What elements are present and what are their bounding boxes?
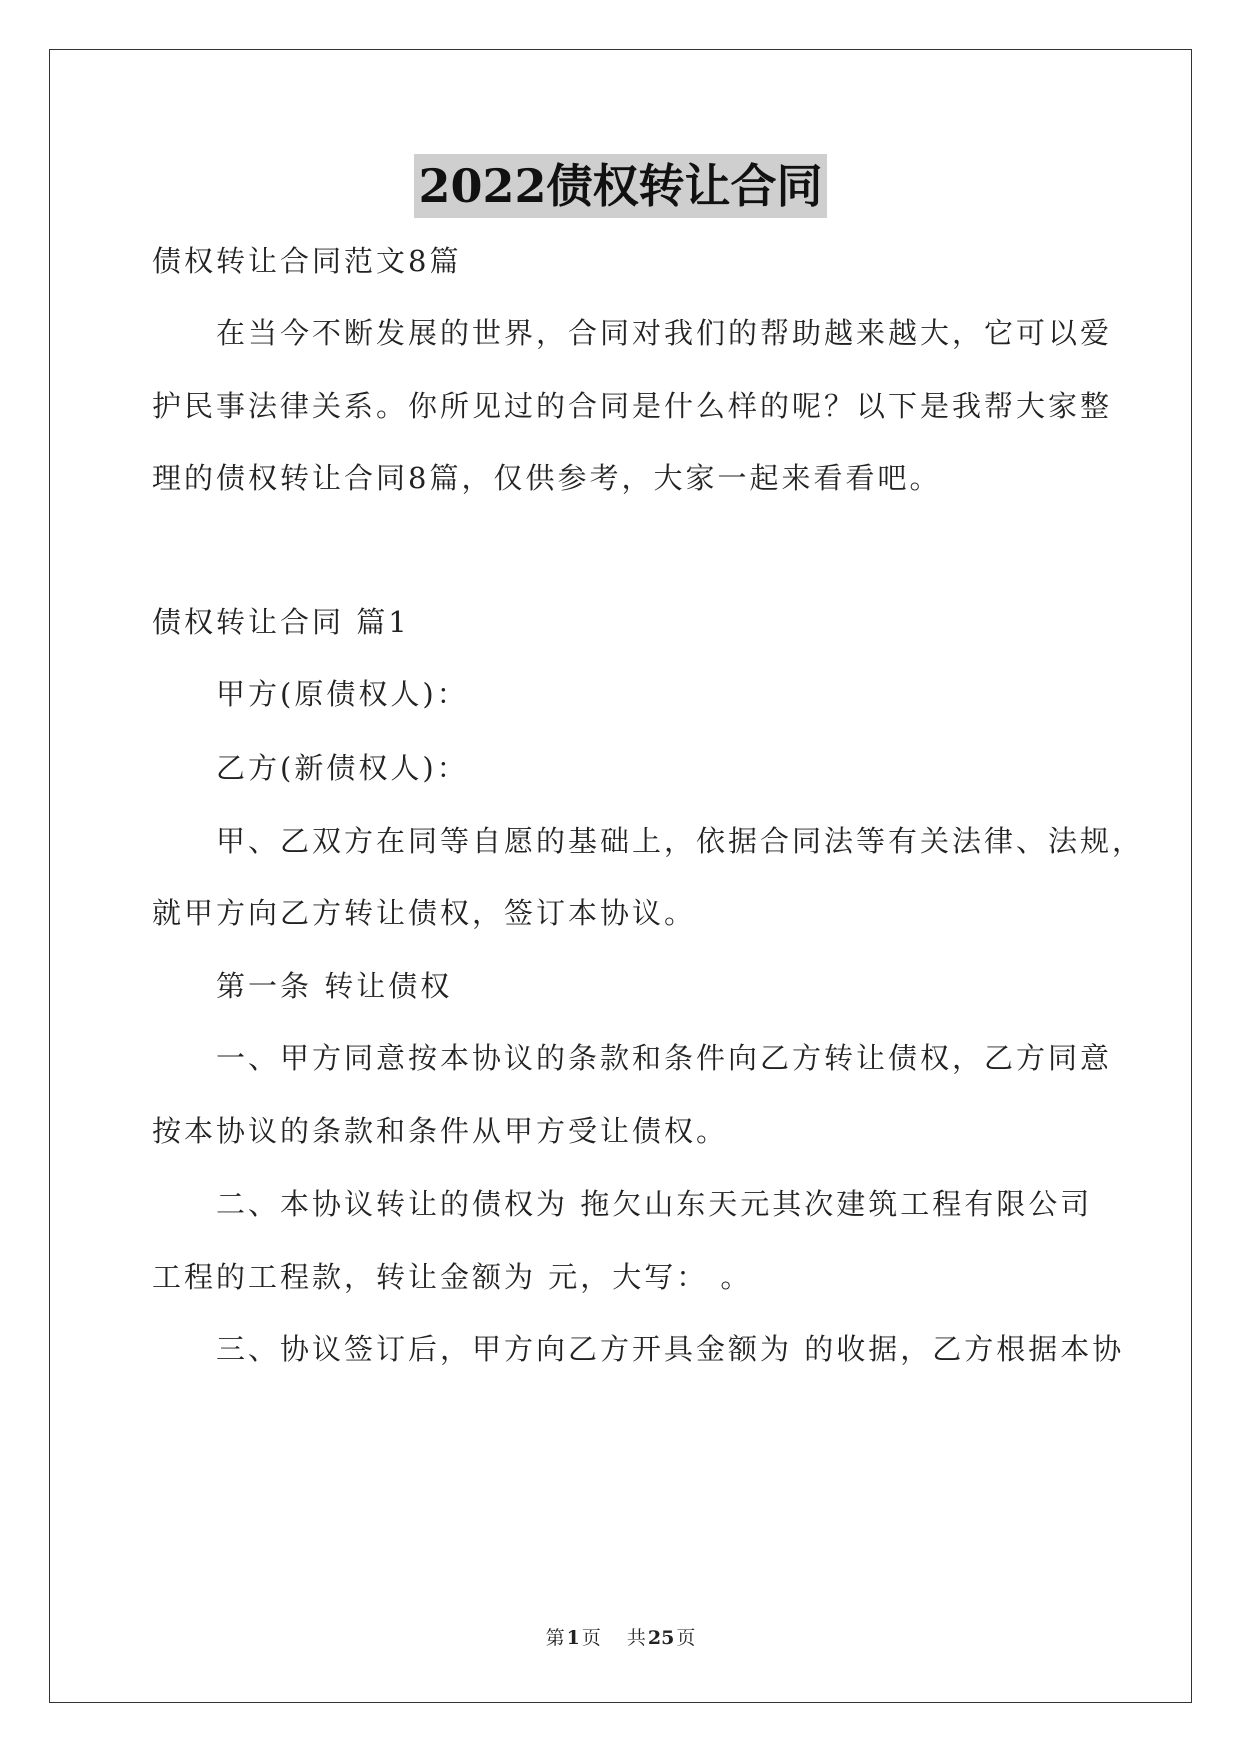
clause-line: 工程的工程款，转让金额为 元，大写： 。 xyxy=(152,1260,753,1294)
page-border xyxy=(49,49,1192,1703)
body-paragraph-line: 就甲方向乙方转让债权，签订本协议。 xyxy=(152,896,697,930)
page-label-suffix: 页 xyxy=(581,1627,601,1649)
page-number: 1 xyxy=(566,1627,580,1649)
intro-paragraph-line: 护民事法律关系。你所见过的合同是什么样的呢？以下是我帮大家整 xyxy=(152,389,1113,423)
page-footer xyxy=(0,1623,1241,1650)
total-label-prefix: 共 xyxy=(626,1627,646,1649)
party-a-line: 甲方(原债权人)： xyxy=(216,677,469,711)
article-heading: 第一条 转让债权 xyxy=(216,969,453,1003)
document-title-text: 2022债权转让合同 xyxy=(414,154,826,218)
total-label-suffix: 页 xyxy=(676,1627,696,1649)
total-pages: 25 xyxy=(647,1627,675,1649)
body-paragraph-line: 甲、乙双方在同等自愿的基础上，依据合同法等有关法律、法规， xyxy=(216,824,1145,858)
page-label-prefix: 第 xyxy=(545,1627,565,1649)
clause-line: 三、协议签订后，甲方向乙方开具金额为 的收据，乙方根据本协 xyxy=(216,1332,1125,1366)
section-heading: 债权转让合同 篇1 xyxy=(152,605,410,639)
clause-line: 一、甲方同意按本协议的条款和条件向乙方转让债权，乙方同意 xyxy=(216,1041,1113,1075)
clause-line: 二、本协议转让的债权为 拖欠山东天元其次建筑工程有限公司 xyxy=(216,1187,1093,1221)
subtitle-line: 债权转让合同范文8篇 xyxy=(152,244,462,278)
intro-paragraph-line: 在当今不断发展的世界，合同对我们的帮助越来越大，它可以爱 xyxy=(216,316,1113,350)
clause-line: 按本协议的条款和条件从甲方受让债权。 xyxy=(152,1114,729,1148)
document-title xyxy=(0,154,1241,218)
intro-paragraph-line: 理的债权转让合同8篇，仅供参考，大家一起来看看吧。 xyxy=(152,461,942,495)
party-b-line: 乙方(新债权人)： xyxy=(216,751,469,785)
